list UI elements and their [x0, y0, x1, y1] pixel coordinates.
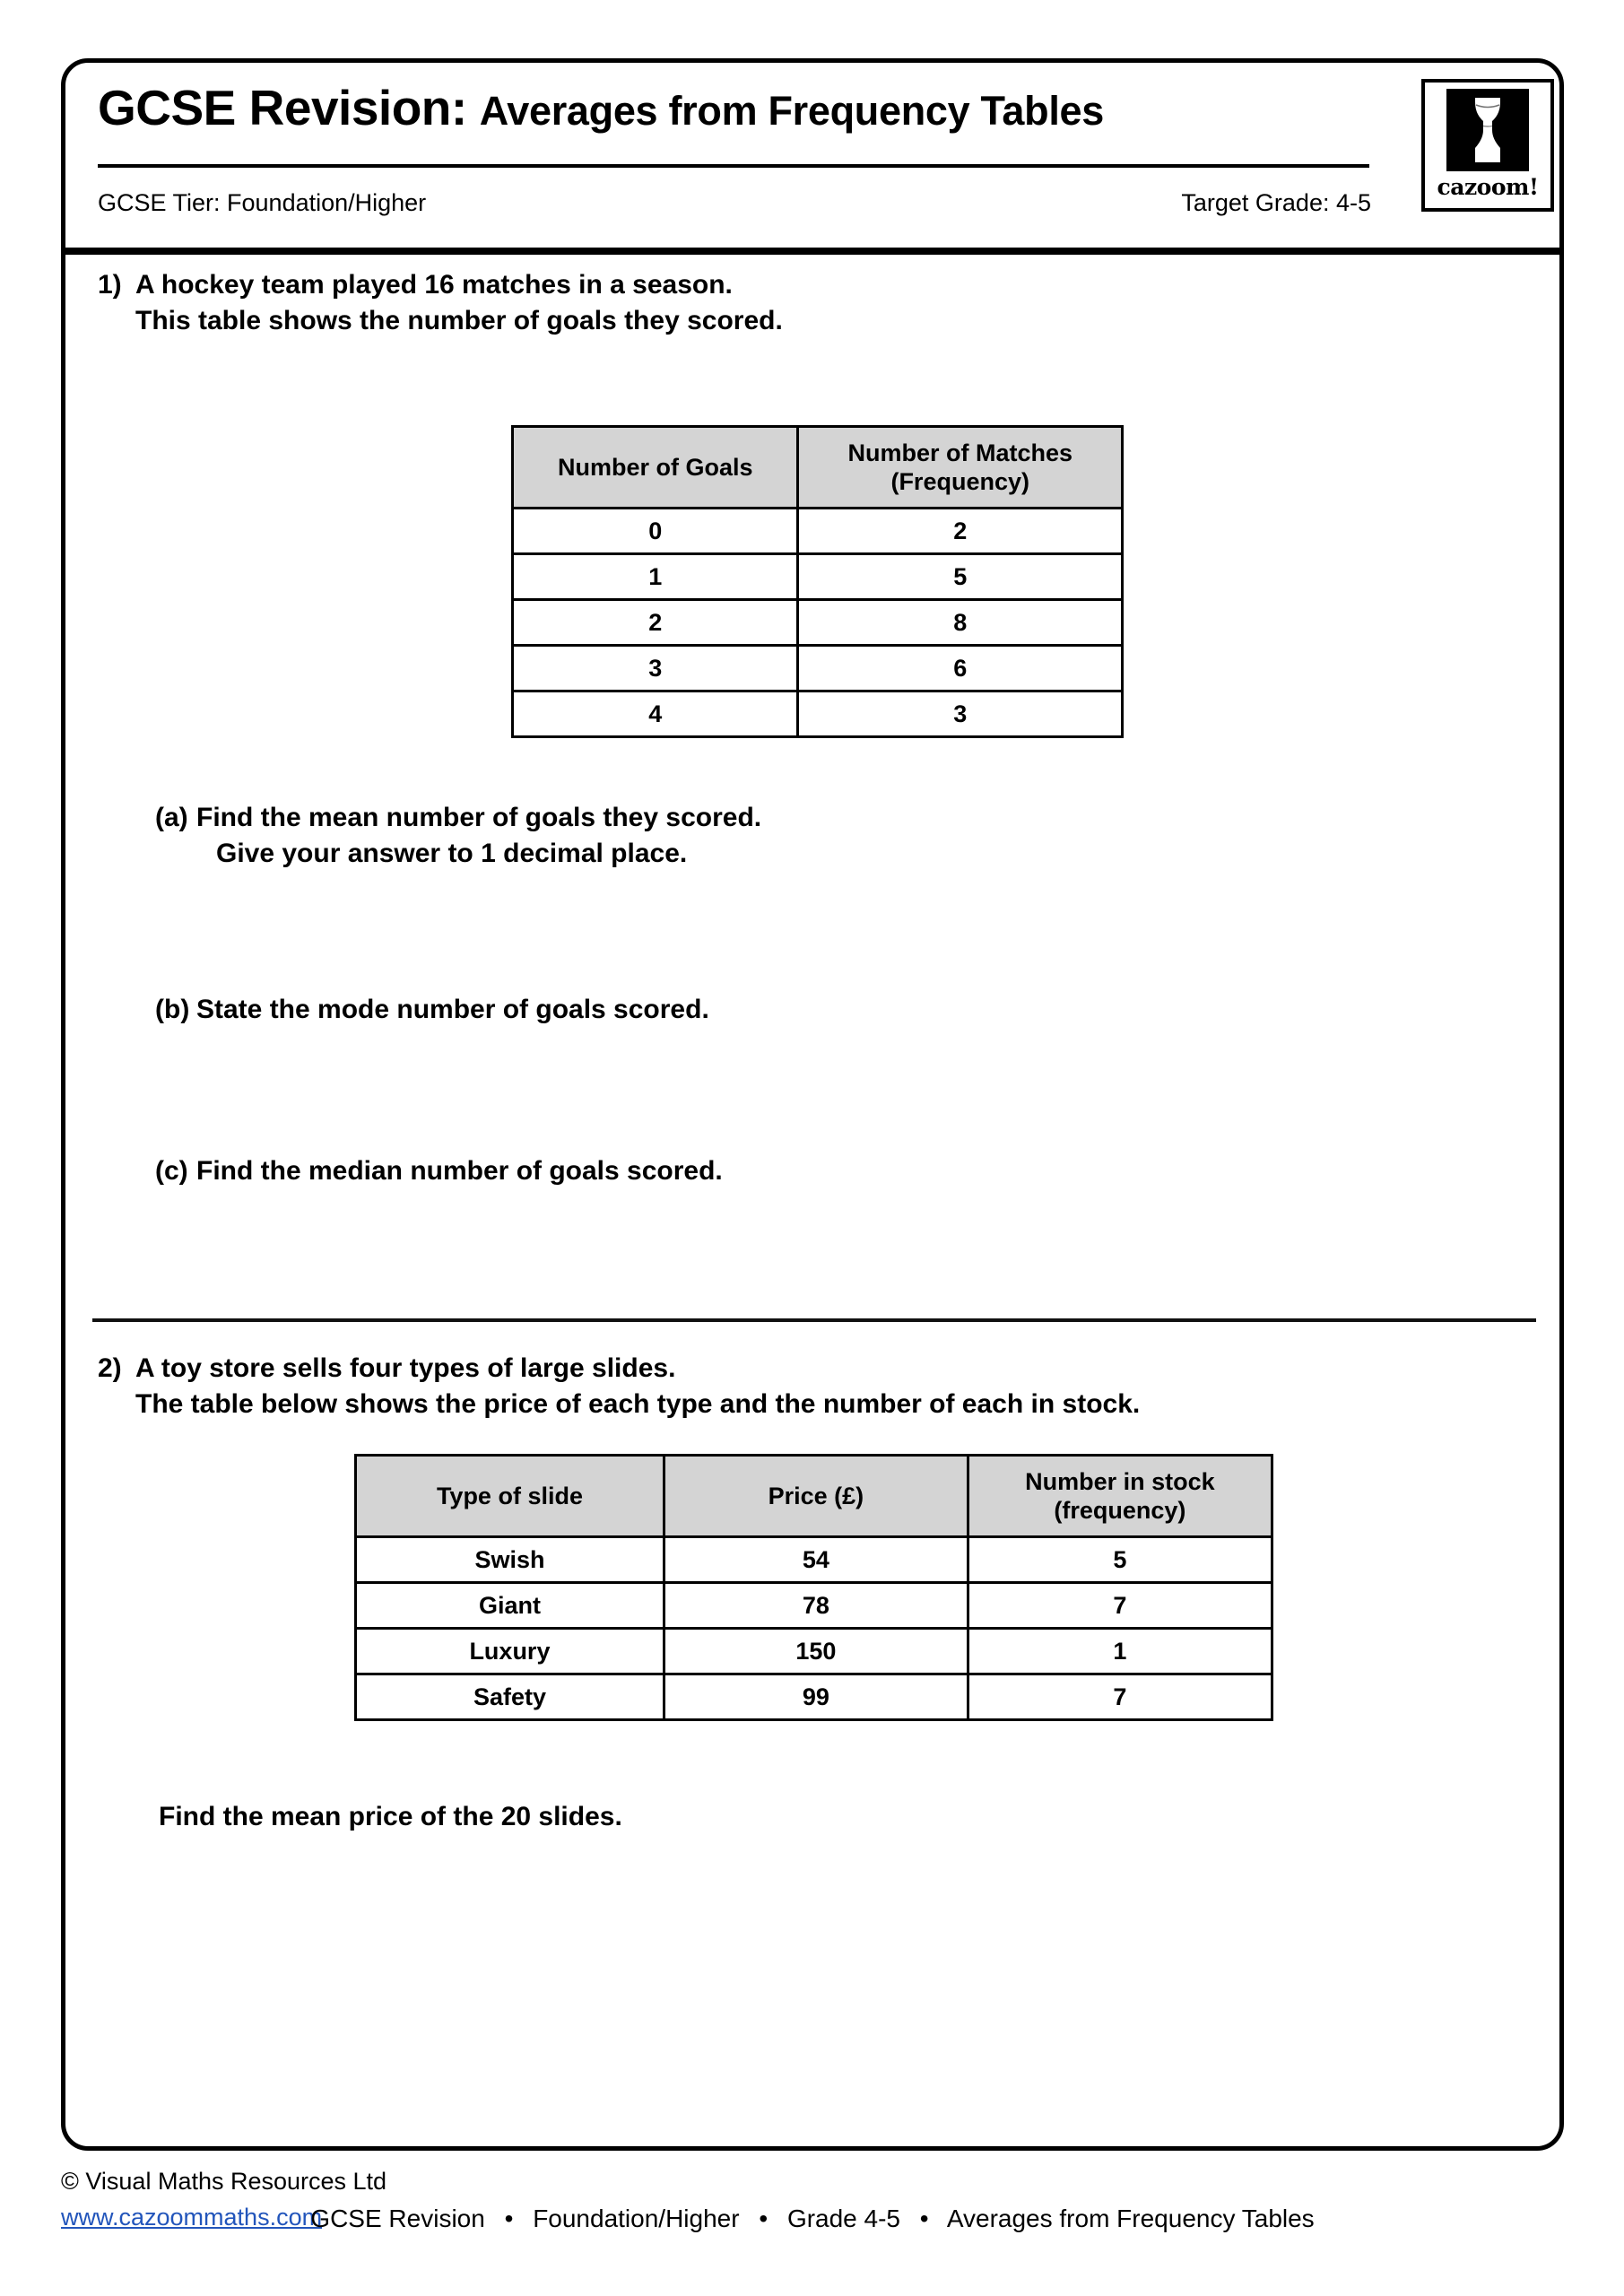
title-topic-text: Averages from Frequency Tables [479, 88, 1104, 134]
table-row [513, 691, 1123, 737]
part-b-lines [196, 992, 709, 1028]
cazoommaths-website-link[interactable]: www.cazoommaths.com [61, 2204, 323, 2231]
part-a-lines [196, 800, 761, 872]
question-1-part-c [155, 1153, 723, 1189]
table-header-row [513, 427, 1123, 509]
table-row [513, 646, 1123, 691]
worksheet-footer [61, 2163, 1564, 2271]
question-1-stem-line-2: This table shows the number of goals they scored. [135, 306, 783, 335]
cazoom-logo [1421, 79, 1554, 212]
cell-stock: 7 [968, 1674, 1272, 1720]
worksheet-header [65, 63, 1559, 248]
goals-frequency-table [511, 425, 1124, 738]
table-row [513, 600, 1123, 646]
question-2-stem [98, 1351, 1140, 1422]
question-2-number: 2) [98, 1353, 122, 1383]
footer-part-grade: Grade 4-5 [786, 2205, 901, 2232]
cell-goals: 2 [513, 600, 798, 646]
question-2-stem-line-2: The table below shows the price of each type and the number of each in stock. [135, 1389, 1141, 1419]
question-2-prompt [159, 1799, 622, 1835]
part-a-line-1: Find the mean number of goals they scored. [196, 803, 762, 832]
table-row [356, 1674, 1272, 1720]
cell-goals: 4 [513, 691, 798, 737]
part-b-line-1: State the mode number of goals scored. [196, 995, 709, 1024]
cell-slide-type: Luxury [356, 1629, 664, 1674]
part-c-lines [196, 1153, 723, 1189]
worksheet-content [65, 255, 1559, 2147]
page-title [98, 79, 1371, 161]
target-grade-label: Target Grade: 4-5 [1181, 188, 1371, 216]
question-2-prompt-text: Find the mean price of the 20 slides. [159, 1802, 622, 1831]
cell-goals: 3 [513, 646, 798, 691]
slide-price-frequency-table [354, 1454, 1273, 1721]
title-main-text: GCSE Revision: [98, 80, 467, 135]
cell-goals: 1 [513, 554, 798, 600]
part-c-label: (c) [155, 1156, 188, 1186]
header-separator-rule [65, 248, 1560, 255]
column-header-line: Type of slide [436, 1483, 583, 1509]
question-2-stem-lines [135, 1351, 1140, 1422]
table-header-row [356, 1456, 1272, 1537]
cell-frequency: 3 [798, 691, 1123, 737]
cell-frequency: 6 [798, 646, 1123, 691]
column-header-line: Price (£) [768, 1483, 864, 1509]
cazoom-wordmark: cazoom! [1437, 174, 1539, 200]
column-header-price [664, 1456, 968, 1537]
column-header-line: Number of Goals [557, 454, 753, 481]
cell-stock: 5 [968, 1537, 1272, 1583]
part-a-line-2: Give your answer to 1 decimal place. [216, 839, 688, 868]
footer-breadcrumb [61, 2205, 1564, 2233]
cell-goals: 0 [513, 509, 798, 554]
table-row [513, 554, 1123, 600]
footer-part-topic: Averages from Frequency Tables [946, 2205, 1315, 2232]
cell-price: 78 [664, 1583, 968, 1629]
footer-part-tier: Foundation/Higher [533, 2205, 740, 2232]
hourglass-goblet-icon [1446, 89, 1529, 171]
worksheet-page-border [61, 58, 1564, 2151]
part-a-label: (a) [155, 803, 188, 832]
column-header-line: (Frequency) [890, 468, 1029, 495]
bullet-icon: • [919, 2205, 929, 2232]
column-header-type-of-slide [356, 1456, 664, 1537]
question-1-stem-line-1: A hockey team played 16 matches in a season. [135, 270, 733, 300]
column-header-line: (frequency) [1054, 1497, 1186, 1524]
cell-slide-type: Safety [356, 1674, 664, 1720]
table-row [356, 1537, 1272, 1583]
footer-part-revision: GCSE Revision [310, 2205, 485, 2232]
cell-slide-type: Giant [356, 1583, 664, 1629]
question-divider-rule [92, 1318, 1536, 1322]
cell-frequency: 2 [798, 509, 1123, 554]
cell-slide-type: Swish [356, 1537, 664, 1583]
bullet-icon: • [759, 2205, 769, 2232]
cell-price: 99 [664, 1674, 968, 1720]
header-meta-row [98, 181, 1371, 224]
cell-price: 150 [664, 1629, 968, 1674]
question-1-part-a [155, 800, 761, 872]
bullet-icon: • [504, 2205, 514, 2232]
column-header-number-of-goals [513, 427, 798, 509]
copyright-text: © Visual Maths Resources Ltd [61, 2168, 387, 2195]
column-header-number-of-matches [798, 427, 1123, 509]
part-c-line-1: Find the median number of goals scored. [196, 1156, 723, 1186]
question-2-stem-line-1: A toy store sells four types of large slides. [135, 1353, 676, 1383]
question-1-part-b [155, 992, 709, 1028]
cell-stock: 1 [968, 1629, 1272, 1674]
column-header-number-in-stock [968, 1456, 1272, 1537]
column-header-line: Number of Matches [847, 439, 1073, 466]
table-row [356, 1629, 1272, 1674]
cell-frequency: 5 [798, 554, 1123, 600]
cell-price: 54 [664, 1537, 968, 1583]
table-row [356, 1583, 1272, 1629]
title-underline-rule [98, 164, 1369, 168]
cell-frequency: 8 [798, 600, 1123, 646]
tier-label: GCSE Tier: Foundation/Higher [98, 188, 427, 216]
cell-stock: 7 [968, 1583, 1272, 1629]
column-header-line: Number in stock [1025, 1468, 1215, 1495]
question-1-stem-lines [135, 267, 783, 339]
part-b-label: (b) [155, 995, 190, 1024]
question-1-number: 1) [98, 270, 122, 300]
table-row [513, 509, 1123, 554]
question-1-stem [98, 267, 783, 339]
